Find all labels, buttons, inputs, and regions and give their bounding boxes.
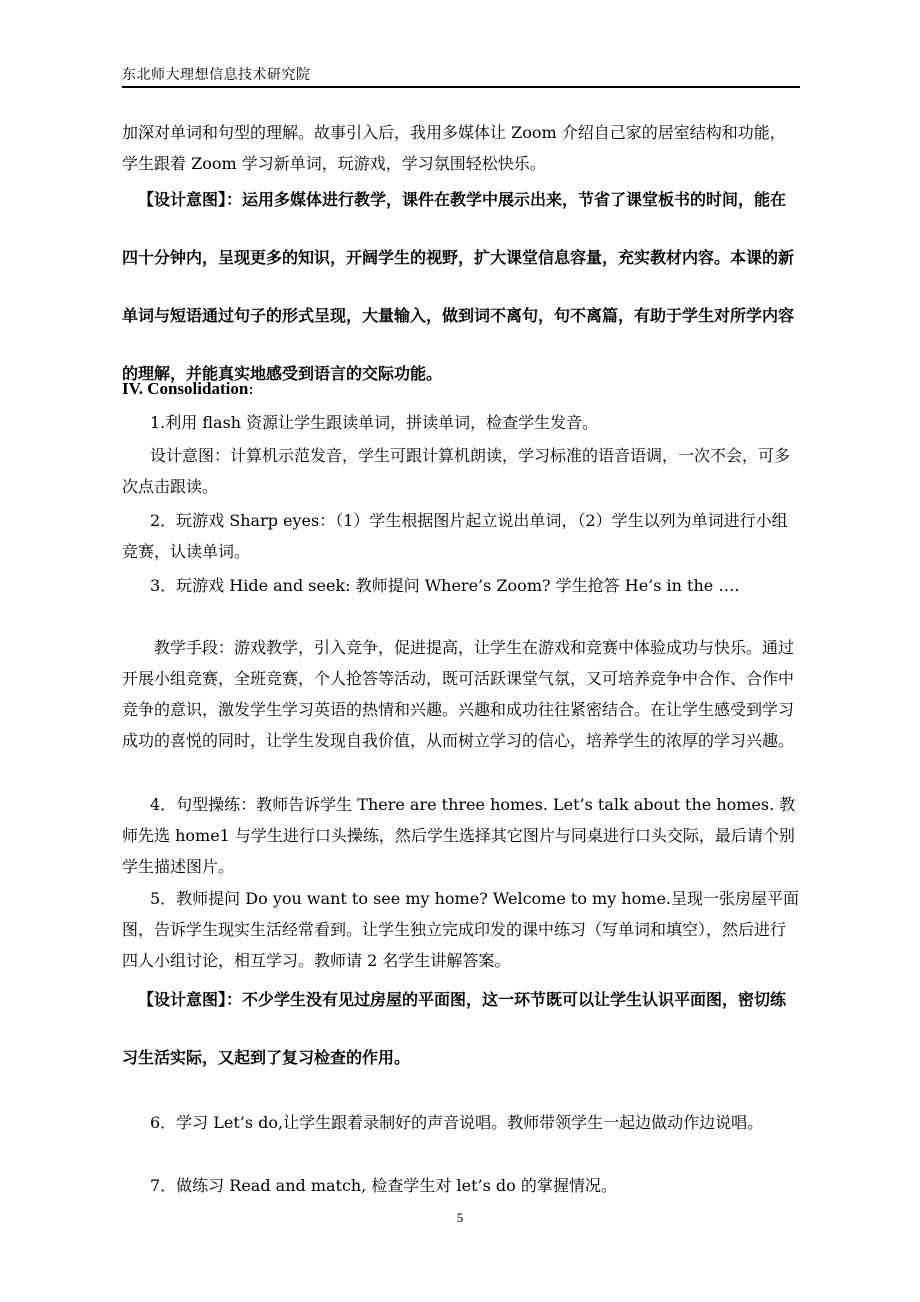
paragraph-step-5: 5．教师提问 Do you want to see my home? Welcome to my home.呈现一张房屋平面图，告诉学生现实生活经常看到。让学生独立完成印发的课中练习（写单词和填空），然后进行四人小组讨论，相互学习。教师请 2 名学生讲解答案。 [122, 889, 800, 970]
paragraph-teaching-method: 教学手段：游戏教学，引入竞争，促进提高，让学生在游戏和竞赛中体验成功与快乐。通过开展小组竞赛，全班竞赛，个人抢答等活动，既可活跃课堂气氛，又可培养竞争中合作、合作中竞争的意识，激发学生学习英语的热情和兴趣。兴趣和成功往往紧密结合。在让学生感受到学习成功的喜悦的同时，让学生发现自我价值，从而树立学习的信心，培养学生的浓厚的学习兴趣。 [122, 638, 795, 750]
paragraph-step-6: 6．学习 Let’s do,让学生跟着录制好的声音说唱。教师带领学生一起边做动作边说唱。 [150, 1113, 764, 1132]
paragraph-step-2: 2．玩游戏 Sharp eyes：（1）学生根据图片起立说出单词，（2）学生以列为单词进行小组竞赛，认读单词。 [122, 511, 788, 561]
paragraph-story-intro: 加深对单词和句型的理解。故事引入后，我用多媒体让 Zoom 介绍自己家的居室结构和功能，学生跟着 Zoom 学习新单词，玩游戏，学习氛围轻松快乐。 [122, 123, 786, 173]
paragraph-design-intent-3: 【设计意图】：不少学生没有见过房屋的平面图，这一环节既可以让学生认识平面图，密切练习生活实际，又起到了复习检查的作用。 [122, 990, 787, 1067]
section-heading-consolidation [122, 377, 800, 401]
paragraph-step-1: 1.利用 flash 资源让学生跟读单词，拼读单词，检查学生发音。 [150, 413, 599, 432]
section-heading-text: IV. Consolidation [122, 379, 249, 398]
document-header: 东北师大理想信息技术研究院 [122, 67, 311, 83]
paragraph-step-7: 7．做练习 Read and match, 检查学生对 let’s do 的掌握情况。 [150, 1176, 617, 1195]
paragraph-step-3: 3．玩游戏 Hide and seek: 教师提问 Where’s Zoom? 学生抢答 He’s in the …. [150, 576, 740, 595]
header-divider [122, 86, 800, 88]
page-number: 5 [456, 1210, 464, 1225]
paragraph-design-intent-2: 设计意图：计算机示范发音，学生可跟计算机朗读，学习标准的语音语调，一次不会，可多次点击跟读。 [122, 446, 791, 496]
paragraph-design-intent-1: 【设计意图】：运用多媒体进行教学，课件在教学中展示出来，节省了课堂板书的时间，能在四十分钟内，呈现更多的知识，开阔学生的视野，扩大课堂信息容量，充实教材内容。本课的新单词与短语通过句子的形式呈现，大量输入，做到词不离句，句不离篇，有助于学生对所学内容的理解，并能真实地感受到语言的交际功能。 [122, 190, 795, 383]
section-heading-colon: : [248, 379, 254, 398]
paragraph-step-4: 4．句型操练：教师告诉学生 There are three homes. Let’s talk about the homes. 教师先选 home1 与学生进行口头操练，然后学生选择其它图片与同桌进行口头交际，最后请个别学生描述图片。 [122, 795, 796, 876]
